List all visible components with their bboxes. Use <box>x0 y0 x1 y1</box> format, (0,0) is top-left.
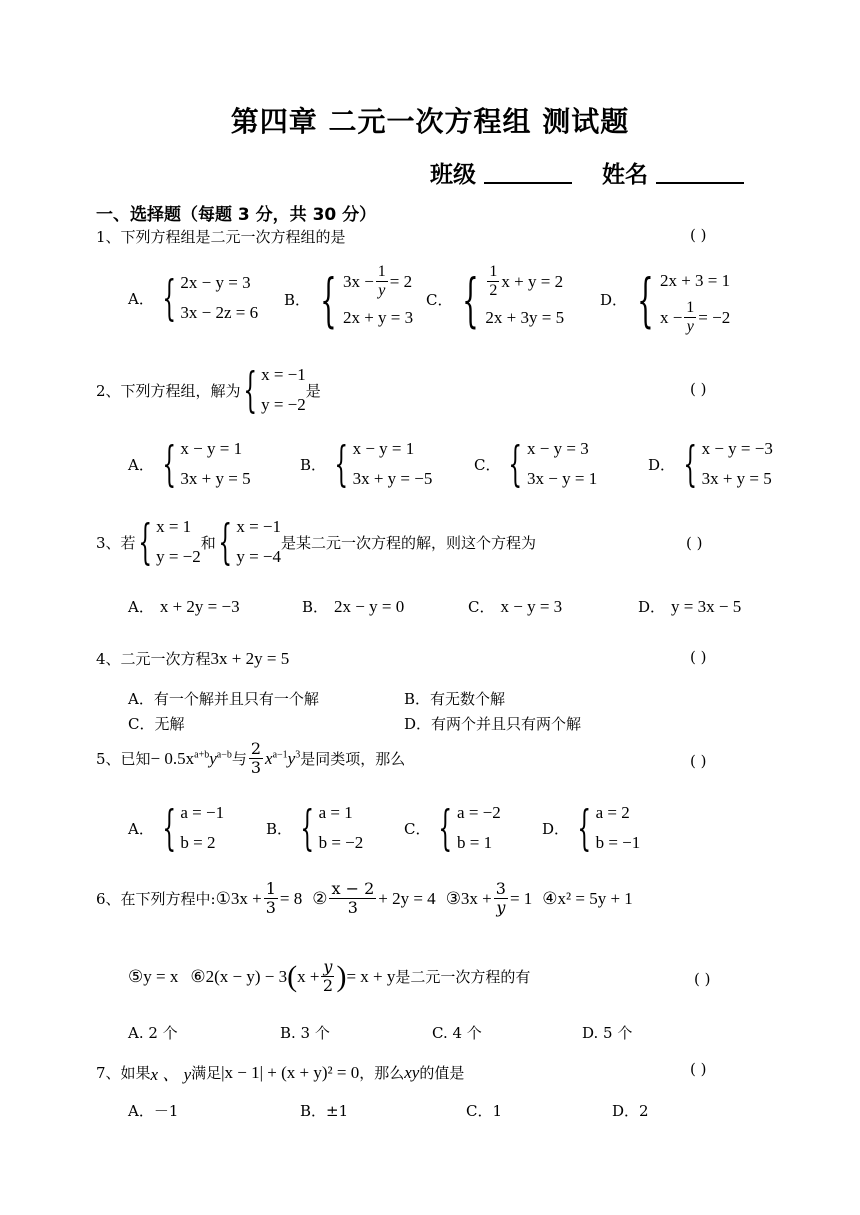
q3-stem: 3、若 { x = 1 y = −2 和 { x = −1 y = −4 是某二元一次方程的解，则这个方程为 <box>96 514 537 570</box>
section-heading: 一、选择题（每题 3 分，共 30 分） <box>96 205 377 225</box>
q1-option-a: A． { 2x − y = 3 3x − 2z = 6 <box>128 270 259 326</box>
student-info <box>430 156 744 189</box>
q2-option-d: D． { x − y = −3 3x + y = 5 <box>648 436 773 492</box>
q3-option-d: D． y = 3x − 5 <box>638 596 742 616</box>
q1-option-c: C． { $\frac{1}{2}$ x + y = 2 2x + 3y = 5 <box>426 263 565 334</box>
q6-stem-line2: ⑤y = x ⑥2(x − y) − 3 ( x + $\frac{y}{2}$ ) = x + y 是二元一次方程的有 <box>128 957 531 995</box>
q6-option-d: D. 5 个 <box>582 1024 633 1042</box>
name-blank[interactable] <box>656 160 744 184</box>
q7-option-a: A．－1 <box>128 1102 179 1120</box>
q7-option-d: D．2 <box>612 1102 649 1120</box>
q4-option-a: A．有一个解并且只有一个解 <box>128 690 319 708</box>
q2-option-c: C． { x − y = 3 3x − y = 1 <box>474 436 598 492</box>
q7-answer-paren[interactable]: ( ) <box>690 1060 707 1078</box>
q7-option-b: B．±1 <box>300 1102 349 1120</box>
q5-option-b: B． { a = 1 b = −2 <box>266 800 364 856</box>
q1-stem: 1、下列方程组是二元一次方程组的是 <box>96 228 346 246</box>
q1-option-b: B． { 3x − $\frac{1}{y}$ = 2 2x + y = 3 <box>284 263 414 334</box>
q5-option-d: D． { a = 2 b = −1 <box>542 800 641 856</box>
q3-answer-paren[interactable]: ( ) <box>686 534 703 552</box>
class-blank[interactable] <box>484 160 572 184</box>
q4-option-c: C．无解 <box>128 715 185 733</box>
q2-stem: 2、下列方程组，解为 { x = −1 y = −2 是 <box>96 362 321 418</box>
q2-option-a: A． { x − y = 1 3x + y = 5 <box>128 436 251 492</box>
q5-option-c: C． { a = −2 b = 1 <box>404 800 501 856</box>
q6-stem: 6、在下列方程中: ①3x + $\frac{1}{3}$ = 8 ② $\frac{x - 2}{3}$ + 2y = 4 ③3x + $\frac{3}{y}$ = 1 ④x² = 5y + 1 <box>96 879 633 917</box>
q2-answer-paren[interactable]: ( ) <box>690 380 707 398</box>
q7-stem: 7、如果 x 、 y 满足 |x − 1| + (x + y)² = 0 ，那么 xy 的值是 <box>96 1062 465 1084</box>
q4-answer-paren[interactable]: ( ) <box>690 648 707 666</box>
q7-option-c: C．1 <box>466 1102 503 1120</box>
q4-option-b: B．有无数个解 <box>404 690 506 708</box>
q1-option-d: D． { 2x + 3 = 1 x − $\frac{1}{y}$ = −2 <box>600 265 731 335</box>
q3-option-c: C． x − y = 3 <box>468 596 563 616</box>
q5-stem: 5、已知 − $0.5x^{a+b}y^{a-b}$ 与 $\frac{2}{3}$ $x^{a-1}y^3$ 是同类项，那么 <box>96 739 406 777</box>
class-label: 班级 <box>430 162 476 188</box>
q3-option-b: B． 2x − y = 0 <box>302 596 405 616</box>
name-label: 姓名 <box>602 162 648 188</box>
q4-option-d: D．有两个并且只有两个解 <box>404 715 582 733</box>
q2-option-b: B． { x − y = 1 3x + y = −5 <box>300 436 433 492</box>
q3-option-a: A． x + 2y = −3 <box>128 596 240 616</box>
q4-stem: 4、二元一次方程 3x + 2y = 5 <box>96 648 290 668</box>
q6-option-a: A. 2 个 <box>128 1024 178 1042</box>
q6-option-b: B. 3 个 <box>280 1024 330 1042</box>
q6-option-c: C. 4 个 <box>432 1024 482 1042</box>
page-title: 第四章 二元一次方程组 测试题 <box>230 105 630 138</box>
q5-option-a: A． { a = −1 b = 2 <box>128 800 225 856</box>
q5-answer-paren[interactable]: ( ) <box>690 752 707 770</box>
q1-answer-paren[interactable]: ( ) <box>690 226 707 244</box>
q6-answer-paren[interactable]: ( ) <box>694 970 711 988</box>
